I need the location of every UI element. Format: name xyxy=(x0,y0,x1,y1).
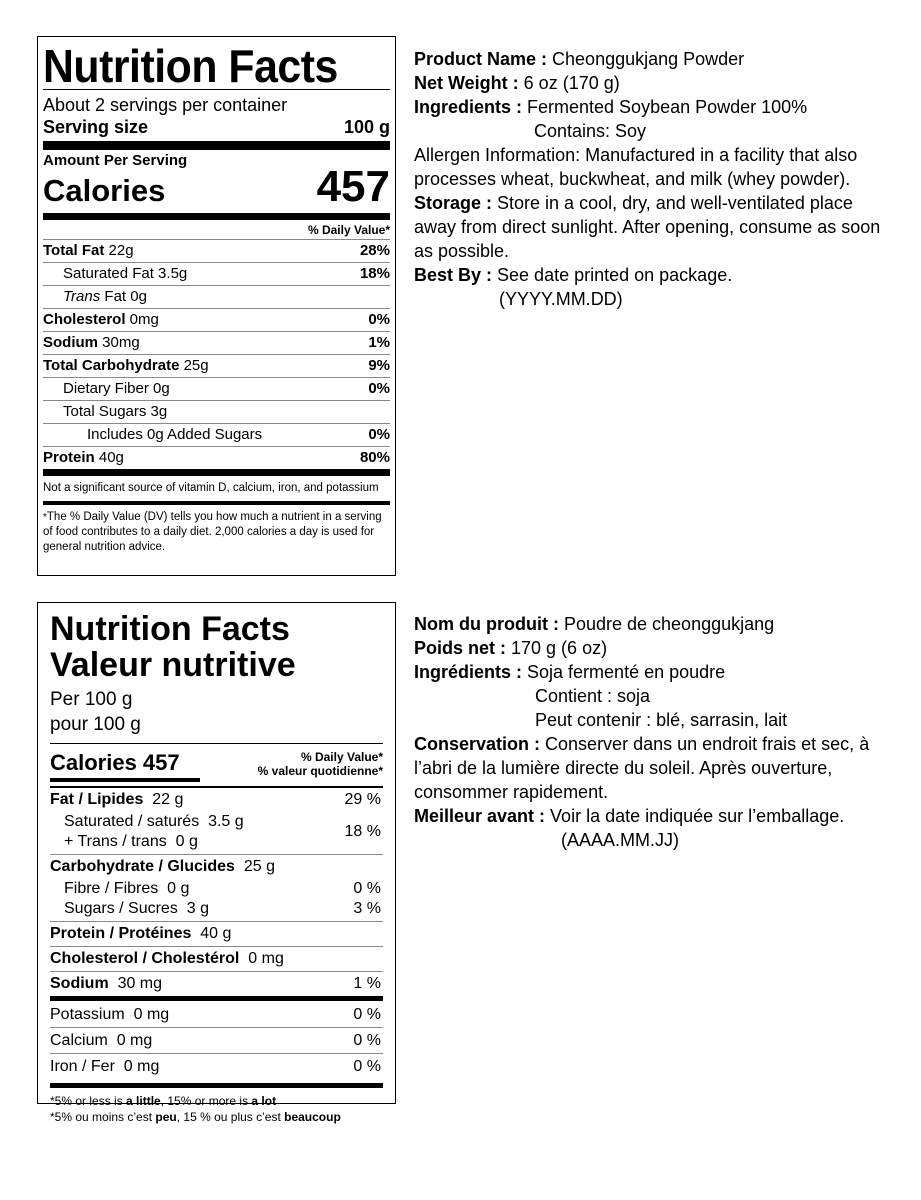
best-by-label: Meilleur avant : xyxy=(414,806,546,826)
contains-line: Contains: Soy xyxy=(534,121,647,141)
product-name-value: Cheonggukjang Powder xyxy=(547,49,745,69)
nutrient-row xyxy=(43,354,390,377)
ca-row-fat xyxy=(50,786,383,812)
nutrient-percent: 0% xyxy=(368,426,390,443)
dv-header-en: % Daily Value* xyxy=(300,750,383,764)
ca-footnote-fr xyxy=(50,1109,383,1125)
footnote-text: The % Daily Value (DV) tells you how much a nutrient in a serving of food contributes to a daily diet. 2,000 calories a day is used for general nutrition advice. xyxy=(43,511,382,553)
nutrient-percent: 1% xyxy=(368,334,390,351)
nutrient-amount: 30mg xyxy=(98,334,140,351)
nutrient-amount: Dietary Fiber 0g xyxy=(63,380,170,397)
nutrient-row xyxy=(43,331,390,354)
ingredients-value: Soja fermenté en poudre xyxy=(522,662,726,682)
storage-line xyxy=(414,732,894,804)
ca-row-fibre xyxy=(50,879,383,899)
allergen-line: Allergen Information: Manufactured in a facility that also processes wheat, buckwheat, and milk (whey powder). xyxy=(414,145,858,189)
nutrient-amount: 0 mg xyxy=(116,1032,153,1049)
nutrient-name: Trans xyxy=(63,288,101,305)
us-nutrition-facts-panel xyxy=(37,36,396,576)
nutrient-percent: 0 % xyxy=(353,1058,381,1075)
servings-per-container: About 2 servings per container xyxy=(43,95,288,115)
nutrient-name: Sugars / Sucres xyxy=(64,900,178,917)
ingredients-line xyxy=(414,95,894,119)
nutrient-name: Cholesterol xyxy=(43,311,126,328)
nutrient-percent: 18 % xyxy=(344,823,381,840)
foot-emph: beaucoup xyxy=(284,1110,341,1124)
calories-label: Calories xyxy=(43,173,166,208)
amount-per-serving: Amount Per Serving xyxy=(43,152,188,169)
best-by-format: (AAAA.MM.JJ) xyxy=(561,830,680,850)
storage-line xyxy=(414,191,894,263)
nutrient-amount: 3.5 g xyxy=(208,813,244,830)
ca-calories: Calories 457 xyxy=(50,750,200,782)
footnote-star: * xyxy=(43,512,47,523)
ingredients-label: Ingrédients : xyxy=(414,662,523,682)
nutrient-percent: 29 % xyxy=(344,791,381,808)
nutrient-name: Sodium xyxy=(43,334,98,351)
nutrient-name: Saturated / saturés xyxy=(64,813,200,830)
product-name-line xyxy=(414,612,894,636)
ca-row-protein xyxy=(50,921,383,946)
nutrient-name: Fat / Lipides xyxy=(50,791,144,808)
serving-size-label: Serving size xyxy=(43,117,149,137)
nutrient-name: Fibre / Fibres xyxy=(64,880,159,897)
best-by-value: See date printed on package. xyxy=(492,265,733,285)
nutrient-percent: 18% xyxy=(359,265,390,282)
nutrient-amount: 0mg xyxy=(125,311,159,328)
storage-value: Store in a cool, dry, and well-ventilated place away from direct sunlight. After opening, consume as soon as possible. xyxy=(414,193,881,261)
nutrient-row xyxy=(43,423,390,446)
calories-row xyxy=(43,162,390,211)
nutrient-name: Calcium xyxy=(50,1032,108,1049)
best-by-label: Best By : xyxy=(414,265,493,285)
net-weight-label: Net Weight : xyxy=(414,73,519,93)
nutrient-amount: 0 mg xyxy=(123,1058,160,1075)
product-name-label: Product Name : xyxy=(414,49,548,69)
foot-text: , 15% or more is xyxy=(160,1094,252,1108)
ca-nutrition-facts-panel xyxy=(37,602,396,1124)
nutrient-amount: Saturated Fat 3.5g xyxy=(63,265,188,282)
net-weight-value: 6 oz (170 g) xyxy=(518,73,620,93)
nutrient-row xyxy=(43,400,390,423)
nutrient-amount: 0 g xyxy=(175,833,198,850)
nutrient-amount: Fat 0g xyxy=(100,288,147,305)
nutrient-amount: 25 g xyxy=(243,858,275,875)
daily-value-header: % Daily Value* xyxy=(307,223,390,237)
nutrient-row xyxy=(43,446,390,469)
nutrient-percent: 0 % xyxy=(353,1006,381,1023)
best-by-line xyxy=(414,263,894,287)
nutrient-name: Iron / Fer xyxy=(50,1058,115,1075)
nutrient-name: Total Carbohydrate xyxy=(43,357,180,374)
nutrient-amount: 22 g xyxy=(152,791,184,808)
ca-row-cholesterol xyxy=(50,946,383,971)
best-by-format: (YYYY.MM.DD) xyxy=(499,289,623,309)
ca-footnote-en xyxy=(50,1093,383,1109)
product-info-fr xyxy=(414,612,894,852)
ingredients-label: Ingredients : xyxy=(414,97,523,117)
nutrient-amount: 30 mg xyxy=(117,975,163,992)
foot-emph: a little xyxy=(126,1094,161,1108)
nutrient-name: Total Fat xyxy=(43,242,105,259)
serving-size-value: 100 g xyxy=(343,117,390,137)
product-name-value: Poudre de cheonggukjang xyxy=(558,614,775,634)
ca-row-calcium xyxy=(50,1027,383,1053)
serving-size xyxy=(43,116,390,138)
nutrient-amount: 3 g xyxy=(186,900,209,917)
contains-line: Contient : soja xyxy=(535,686,651,706)
ingredients-line xyxy=(414,660,894,684)
us-panel-title: Nutrition Facts xyxy=(43,40,338,92)
nutrient-amount: 0 mg xyxy=(133,1006,170,1023)
nutrient-name: Potassium xyxy=(50,1006,125,1023)
storage-label: Conservation : xyxy=(414,734,541,754)
may-contain-line: Peut contenir : blé, sarrasin, lait xyxy=(535,710,788,730)
nutrient-name: Protein / Protéines xyxy=(50,925,192,942)
ca-row-potassium xyxy=(50,996,383,1027)
ca-calories-block xyxy=(50,750,383,782)
net-weight-label: Poids net : xyxy=(414,638,507,658)
nutrient-row xyxy=(43,239,390,262)
ca-footnote xyxy=(50,1083,383,1125)
nutrient-percent: 28% xyxy=(359,242,390,259)
net-weight-line xyxy=(414,71,894,95)
foot-text: *5% or less is xyxy=(50,1094,127,1108)
nutrient-amount: 22g xyxy=(104,242,134,259)
ca-row-sodium xyxy=(50,971,383,996)
nutrient-percent: 1 % xyxy=(353,975,381,992)
nutrient-amount: 40 g xyxy=(200,925,232,942)
nutrient-amount: 0 mg xyxy=(248,950,284,967)
foot-emph: a lot xyxy=(251,1094,277,1108)
net-weight-line xyxy=(414,636,894,660)
product-name-line xyxy=(414,47,894,71)
nutrient-name: Protein xyxy=(43,449,95,466)
product-info-en xyxy=(414,47,894,311)
ca-row-sugars xyxy=(50,899,383,921)
nutrient-percent: 0 % xyxy=(353,1032,381,1049)
foot-text: *5% ou moins c’est xyxy=(50,1110,156,1124)
calories-value: 457 xyxy=(316,162,390,211)
foot-text: , 15 % ou plus c’est xyxy=(176,1110,285,1124)
nutrient-percent: 0% xyxy=(368,380,390,397)
insignificant-source-note: Not a significant source of vitamin D, calcium, iron, and potassium xyxy=(43,482,379,494)
nutrient-percent: 0% xyxy=(368,311,390,328)
nutrient-name: Sodium xyxy=(50,975,109,992)
nutrient-percent: 0 % xyxy=(353,880,381,897)
daily-value-footnote xyxy=(43,510,390,555)
nutrient-percent: 3 % xyxy=(353,900,381,917)
best-by-value: Voir la date indiquée sur l’emballage. xyxy=(545,806,845,826)
ca-row-carb xyxy=(50,854,383,879)
nutrient-percent: 9% xyxy=(368,357,390,374)
nutrient-amount: Includes 0g Added Sugars xyxy=(87,426,263,443)
ca-dv-header xyxy=(258,750,383,778)
nutrient-row xyxy=(43,262,390,285)
dv-header-fr: % valeur quotidienne* xyxy=(257,764,383,778)
storage-value: Conserver dans un endroit frais et sec, à l’abri de la lumière directe du soleil. Après ouverture, consommer rapidement. xyxy=(414,734,870,802)
foot-emph: peu xyxy=(155,1110,177,1124)
net-weight-value: 170 g (6 oz) xyxy=(506,638,608,658)
ca-row-iron xyxy=(50,1053,383,1079)
best-by-line xyxy=(414,804,894,828)
nutrient-amount: 25g xyxy=(179,357,209,374)
storage-label: Storage : xyxy=(414,193,493,213)
per-amount-fr: pour 100 g xyxy=(50,714,141,735)
nutrient-name: Carbohydrate / Glucides xyxy=(50,858,235,875)
ca-row-sat-trans xyxy=(50,812,383,854)
nutrient-row xyxy=(43,285,390,308)
nutrient-amount: Total Sugars 3g xyxy=(63,403,168,420)
per-amount-en: Per 100 g xyxy=(50,689,133,710)
nutrient-row xyxy=(43,377,390,400)
nutrient-name: + Trans / trans xyxy=(64,833,167,850)
ca-title-fr: Valeur nutritive xyxy=(50,646,296,684)
nutrient-percent: 80% xyxy=(359,449,390,466)
ca-title-en: Nutrition Facts xyxy=(50,610,290,648)
product-name-label: Nom du produit : xyxy=(414,614,559,634)
nutrient-amount: 40g xyxy=(94,449,124,466)
nutrient-row xyxy=(43,308,390,331)
ingredients-value: Fermented Soybean Powder 100% xyxy=(522,97,808,117)
nutrient-name: Cholesterol / Cholestérol xyxy=(50,950,240,967)
nutrient-amount: 0 g xyxy=(167,880,190,897)
